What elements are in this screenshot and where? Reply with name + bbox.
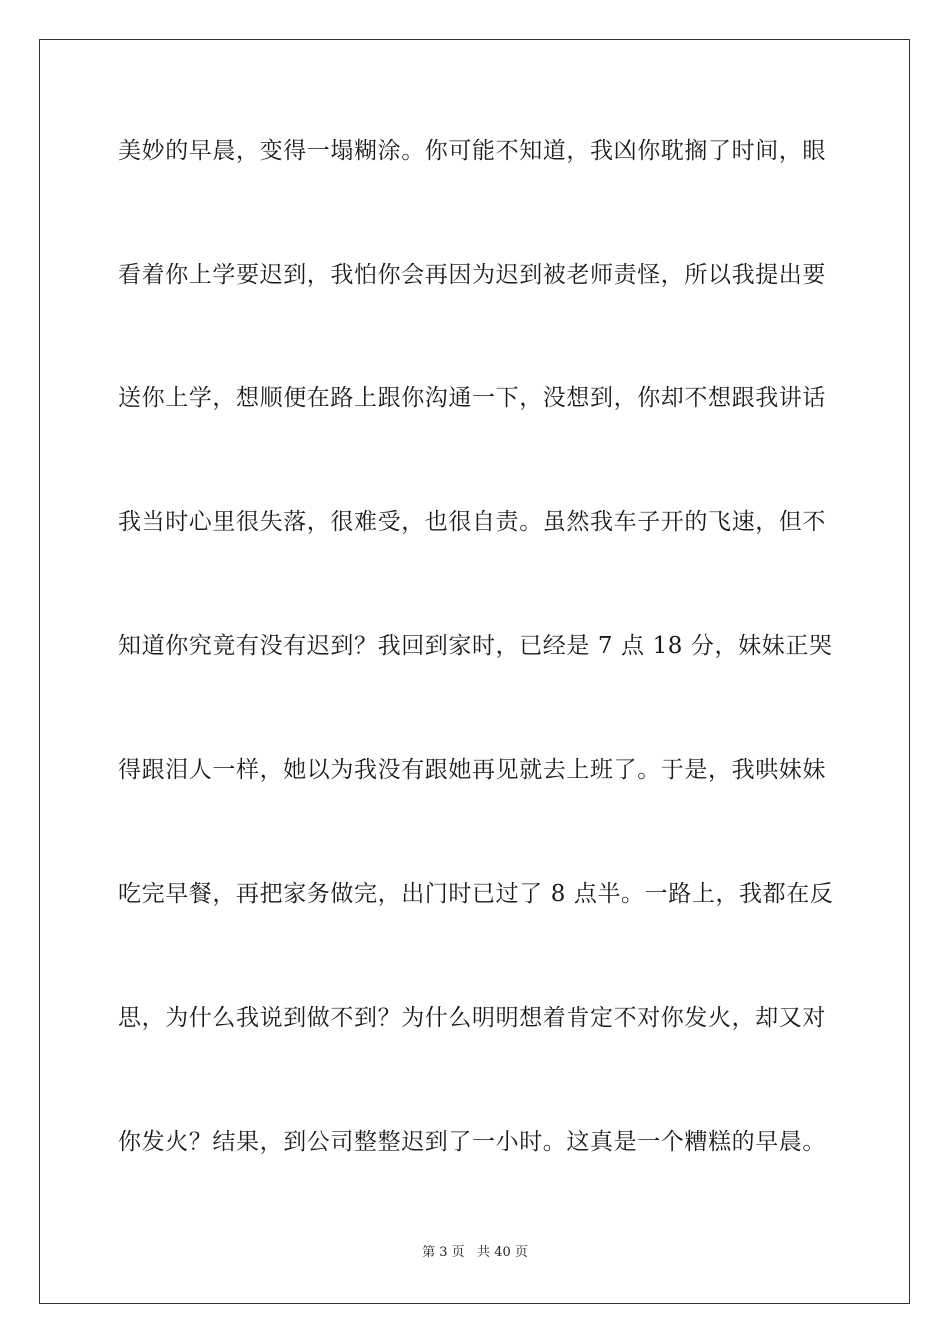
paragraph-line: 我当时心里很失落，很难受，也很自责。虽然我车子开的飞速，但不 [118,509,826,535]
page-border [39,39,910,1304]
paragraph-line: 思，为什么我说到做不到？为什么明明想着肯定不对你发火，却又对 [118,1005,826,1031]
paragraph-line: 美妙的早晨，变得一塌糊涂。你可能不知道，我凶你耽搁了时间，眼 [118,138,826,164]
paragraph-line: 知道你究竟有没有迟到？我回到家时，已经是 7 点 18 分，妹妹正哭 [118,633,833,659]
paragraph-line: 你发火？结果，到公司整整迟到了一小时。这真是一个糟糕的早晨。 [118,1129,826,1155]
paragraph-line: 吃完早餐，再把家务做完，出门时已过了 8 点半。一路上，我都在反 [118,881,834,907]
paragraph-line: 看着你上学要迟到，我怕你会再因为迟到被老师责怪，所以我提出要 [118,262,826,288]
paragraph-line: 送你上学，想顺便在路上跟你沟通一下，没想到，你却不想跟我讲话 [118,385,826,411]
paragraph-line: 得跟泪人一样，她以为我没有跟她再见就去上班了。于是，我哄妹妹 [118,757,826,783]
page-number-footer: 第 3 页 共 40 页 [422,1245,528,1260]
